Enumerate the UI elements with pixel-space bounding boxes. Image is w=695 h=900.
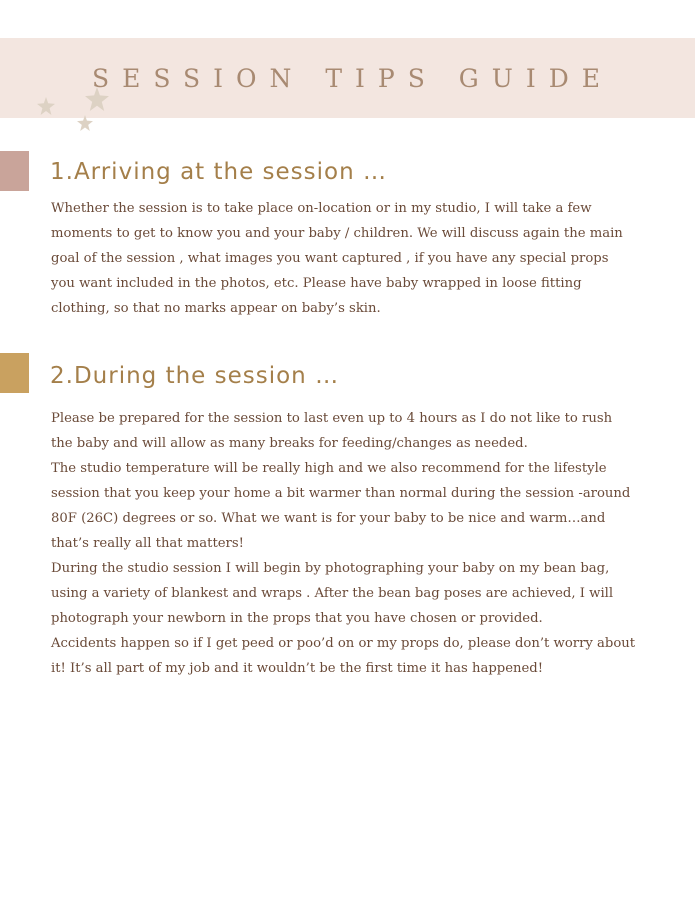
star-icon [77, 115, 93, 131]
paragraph: Please be prepared for the session to last even up to 4 hours as I do not like to rush the baby and will allow as many breaks for feeding/changes as needed. [51, 411, 613, 451]
paragraph: Whether the session is to take place on-location or in my studio, I will take a few moments to get to know you and your baby / children. We will discuss again the main goal of the session , what images you want captured , if you have any special props you want included in the photos, etc. Please have baby wrapped in loose fitting clothing, so that no marks appear on baby’s skin. [51, 201, 623, 316]
paragraph: Accidents happen so if I get peed or poo’d on or my props do, please don’t worry about it! It’s all part of my job and it wouldn’t be the first time it has happened! [51, 636, 636, 676]
paragraph: The studio temperature will be really high and we also recommend for the lifestyle session that you keep your home a bit warmer than normal during the session -around 80F (26C) degrees or so. What we want is for your baby to be nice and warm…and that’s really all that matters! [51, 461, 631, 551]
section-accent-bar [0, 151, 29, 191]
section-body-during [51, 406, 636, 681]
page-title: SESSION TIPS GUIDE [91, 64, 614, 93]
paragraph: During the studio session I will begin by photographing your baby on my bean bag, using a variety of blankest and wraps . After the bean bag poses are achieved, I will photograph your newborn in the props that you have chosen or provided. [51, 561, 614, 626]
section-body-arriving [51, 196, 636, 321]
star-icon [85, 87, 109, 111]
section-accent-bar [0, 353, 29, 393]
section-heading-during: 2.During the session … [50, 363, 340, 389]
section-heading-arriving: 1.Arriving at the session … [50, 159, 387, 185]
star-icon [36, 97, 56, 115]
